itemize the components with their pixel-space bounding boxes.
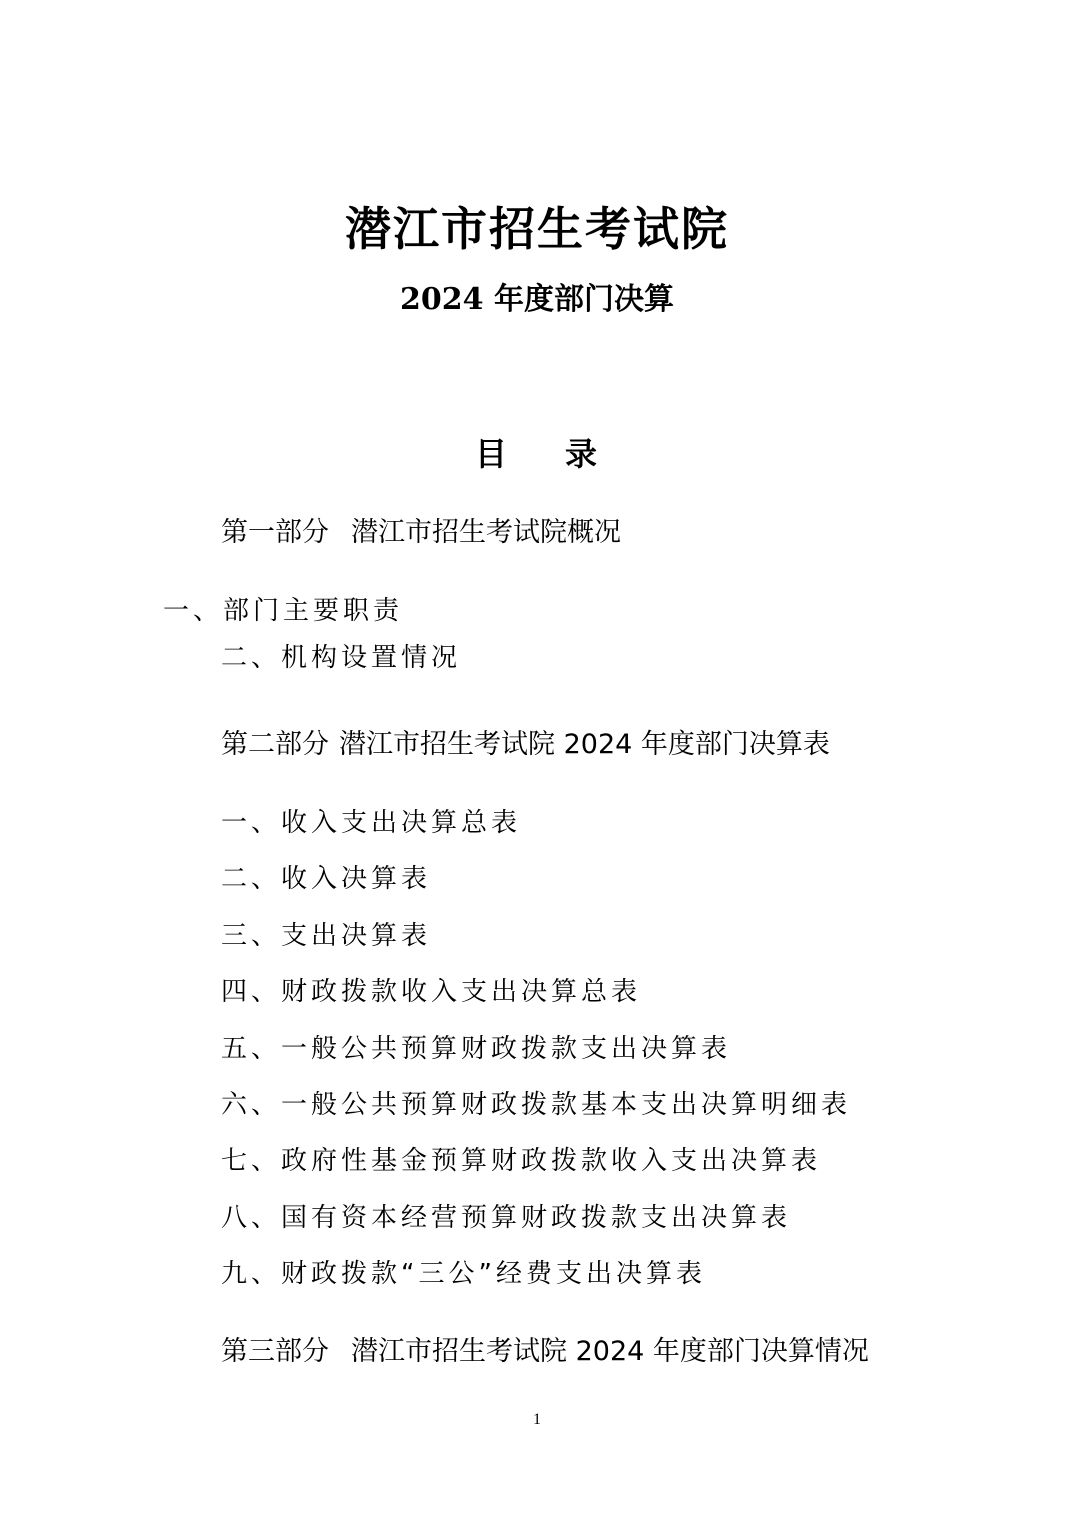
toc-part-2-title: 潜江市招生考试院 2024 年度部门决算表 bbox=[339, 729, 830, 760]
toc-item: 七、政府性基金预算财政拨款收入支出决算表 bbox=[221, 1146, 822, 1176]
toc-heading-left: 目 bbox=[474, 435, 509, 473]
toc-item: 八、国有资本经营预算财政拨款支出决算表 bbox=[221, 1203, 792, 1233]
toc-part-1-label: 第一部分 bbox=[221, 517, 329, 548]
toc-part-3-label: 第三部分 bbox=[221, 1336, 329, 1367]
toc-part-1 bbox=[221, 513, 621, 553]
toc-part-2 bbox=[221, 725, 830, 765]
toc-part-3 bbox=[221, 1332, 869, 1372]
toc-item: 六、一般公共预算财政拨款基本支出决算明细表 bbox=[221, 1090, 852, 1120]
toc-item: 九、财政拨款“三公”经费支出决算表 bbox=[221, 1259, 706, 1289]
toc-heading bbox=[0, 432, 1074, 476]
toc-heading-right: 录 bbox=[565, 435, 600, 473]
toc-item: 一、部门主要职责 bbox=[163, 596, 404, 626]
toc-item: 二、收入决算表 bbox=[221, 864, 432, 894]
toc-item: 三、支出决算表 bbox=[221, 921, 432, 951]
toc-item: 四、财政拨款收入支出决算总表 bbox=[221, 977, 642, 1007]
toc-part-1-title: 潜江市招生考试院概况 bbox=[351, 517, 621, 548]
toc-part-2-label: 第二部分 bbox=[221, 729, 329, 760]
page-number: 1 bbox=[533, 1411, 541, 1428]
toc-item: 五、一般公共预算财政拨款支出决算表 bbox=[221, 1034, 732, 1064]
toc-part-3-title: 潜江市招生考试院 2024 年度部门决算情况 bbox=[351, 1336, 869, 1367]
toc-item: 一、收入支出决算总表 bbox=[221, 808, 522, 838]
document-title: 潜江市招生考试院 bbox=[345, 202, 729, 256]
toc-item: 二、机构设置情况 bbox=[221, 643, 462, 673]
document-subtitle: 2024 年度部门决算 bbox=[400, 282, 674, 317]
